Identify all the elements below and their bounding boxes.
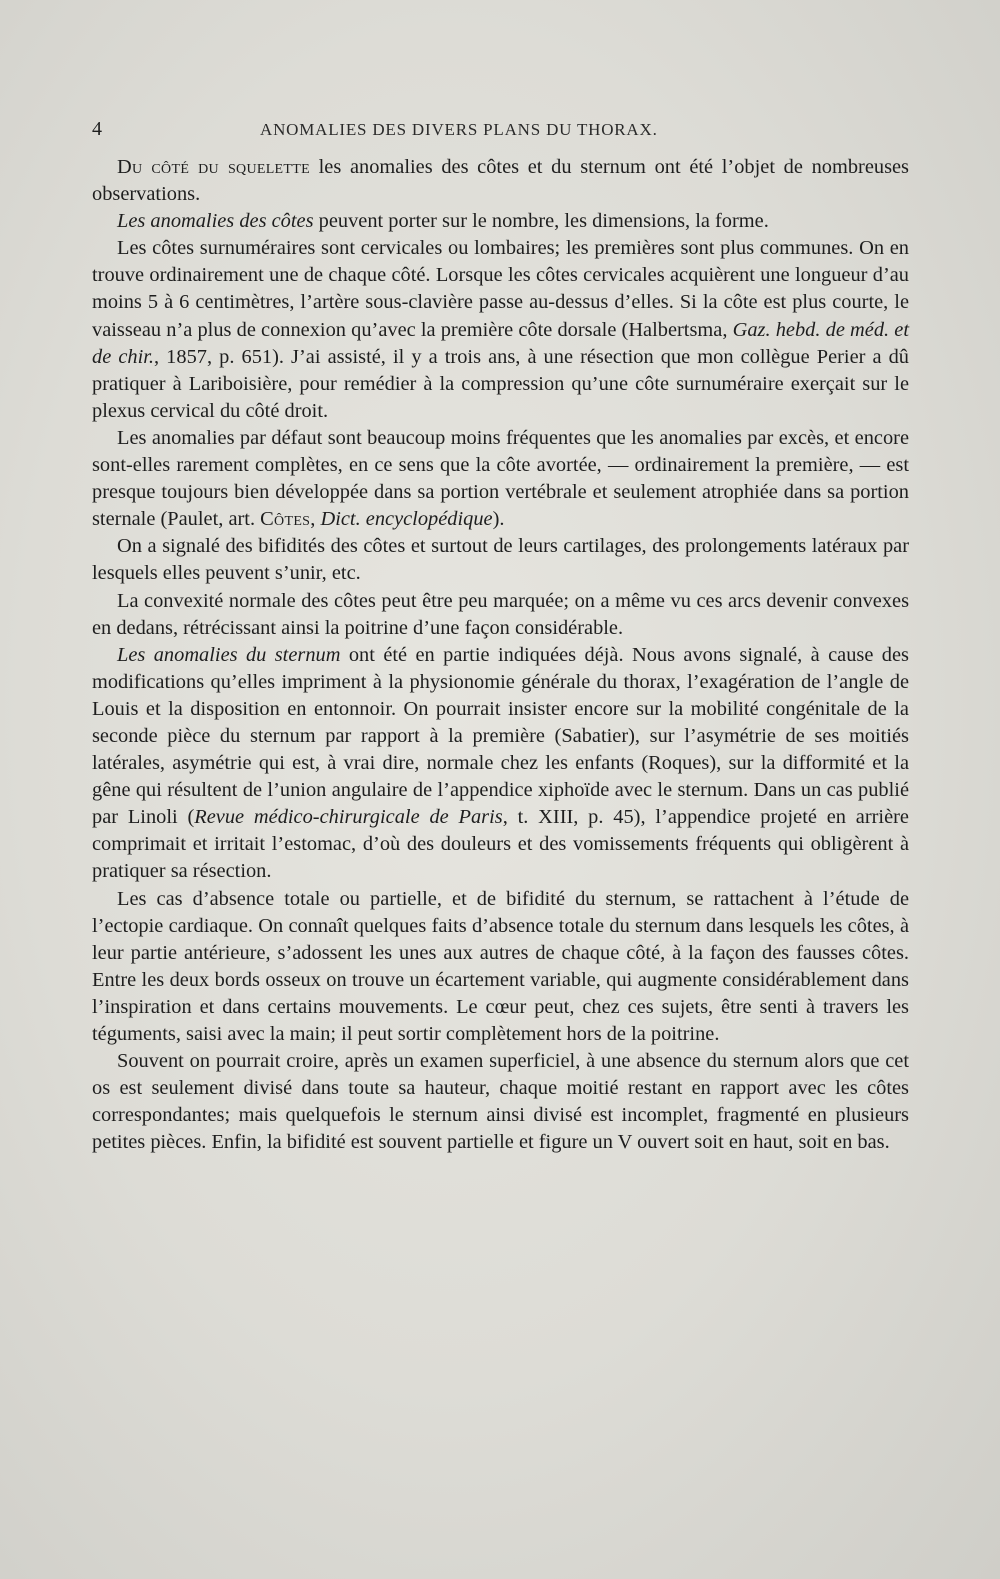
paragraph (92, 588, 909, 642)
italic-lead: Les anomalies des côtes (117, 210, 314, 233)
paragraph (92, 642, 909, 886)
paragraph-text: ont été en partie indiquées déjà. Nous avons signalé, à cause des modifications qu’elles impriment à la physionomie générale du thorax, l’exagération de l’angle de Louis et la disposition en entonnoir. On pourrait insister encore sur la mobilité congénitale de la seconde pièce du sternum par rapport à la première (Sabatier), sur l’asymétrie de ses moitiés latérales, asymétrie qui est, à vrai dire, normale chez les enfants (Roques), sur la difformité et la gêne qui résultent de l’union angulaire de l’appendice xiphoïde avec le sternum. Dans un cas publié par Linoli ( (92, 643, 909, 829)
paragraph-text: On a signalé des bifidités des côtes et surtout de leurs cartilages, des prolongements latéraux par lesquels elles peuvent s’unir, etc. (92, 535, 909, 585)
journal-citation: Gaz. hebd. de méd. et de chir. (92, 318, 909, 368)
paragraph (92, 425, 909, 533)
small-caps-term: Côtes (260, 508, 311, 531)
paragraph-text: Les côtes surnuméraires sont cervicales ou lombaires; les premières sont plus communes. On en trouve ordinairement une de chaque côté. Lorsque les côtes cervicales acquièrent une longueur d’au moins 5 à 6 centimètres, l’artère sous-clavière passe au-dessus d’elles. Si la côte est plus courte, le vaisseau n’a plus de connexion qu’avec la première côte dorsale (Halbertsma, (92, 237, 909, 341)
paragraph-text: , t. XIII, p. 45), l’appendice projeté en arrière comprimait et irritait l’estomac, d’où des douleurs et des vomissements fréquents qui obligèrent à pratiquer sa résection. (92, 806, 909, 883)
paragraph-text: La convexité normale des côtes peut être peu marquée; on a même vu ces arcs devenir convexes en dedans, rétrécissant ainsi la poitrine d’une façon considérable. (92, 589, 909, 639)
paragraph (92, 886, 909, 1049)
italic-lead: Les anomalies du sternum (117, 643, 341, 666)
small-caps-lead: Du côté du squelette (117, 156, 310, 178)
page-number: 4 (92, 118, 102, 140)
paragraph-text: Les cas d’absence totale ou partielle, et de bifidité du sternum, se rattachent à l’étude de l’ectopie cardiaque. On connaît quelques faits d’absence totale du sternum dans lesquels les côtes, à leur partie antérieure, s’adossent les unes aux autres de chaque côté, à la façon des fausses côtes. Entre les deux bords osseux on trouve un écartement variable, qui augmente considérablement dans l’inspiration et dans certains mouvements. Le cœur peut, chez ces sujets, être senti à travers les téguments, saisi avec la main; il peut sortir complètement hors de la poitrine. (92, 887, 909, 1045)
paragraph-text: les anomalies des côtes et du sternum ont été l’objet de nombreuses observations. (92, 156, 909, 206)
body-text (92, 154, 909, 1156)
paragraph-text: ). (492, 508, 505, 531)
paragraph-text: Les anomalies par défaut sont beaucoup moins fréquentes que les anomalies par excès, et encore sont-elles rarement complètes, en ce sens que la côte avortée, — ordinairement la première, — est presque toujours bien développée dans sa portion vertébrale et seulement atrophiée dans sa portion sternale (Paulet, art. (92, 426, 909, 531)
paragraph-text: , (310, 508, 321, 531)
paragraph-text: , 1857, p. 651). J’ai assisté, il y a trois ans, à une résection que mon collègue Perier a dû pratiquer à Lariboisière, pour remédier à la compression qu’une côte surnuméraire exerçait sur le plexus cervical du côté droit. (92, 345, 909, 422)
paragraph-text: Souvent on pourrait croire, après un examen superficiel, à une absence du sternum alors que cet os est seulement divisé dans toute sa hauteur, chaque moitié restant en rapport avec les côtes correspondantes; mais quelquefois le sternum ainsi divisé est incomplet, fragmenté en plusieurs petites pièces. Enfin, la bifidité est souvent partielle et figure un V ouvert soit en haut, soit en bas. (92, 1050, 909, 1154)
paragraph (92, 154, 909, 208)
paragraph (92, 208, 909, 235)
paragraph (92, 235, 909, 425)
journal-citation: Dict. encyclopédique (320, 508, 493, 531)
paragraph (92, 1048, 909, 1156)
journal-citation: Revue médico-chirurgicale de Paris (194, 806, 503, 829)
page-header (92, 118, 908, 142)
paragraph-text: peuvent porter sur le nombre, les dimensions, la forme. (313, 210, 769, 233)
running-title: ANOMALIES DES DIVERS PLANS DU THORAX. (260, 120, 658, 139)
paragraph (92, 533, 909, 587)
